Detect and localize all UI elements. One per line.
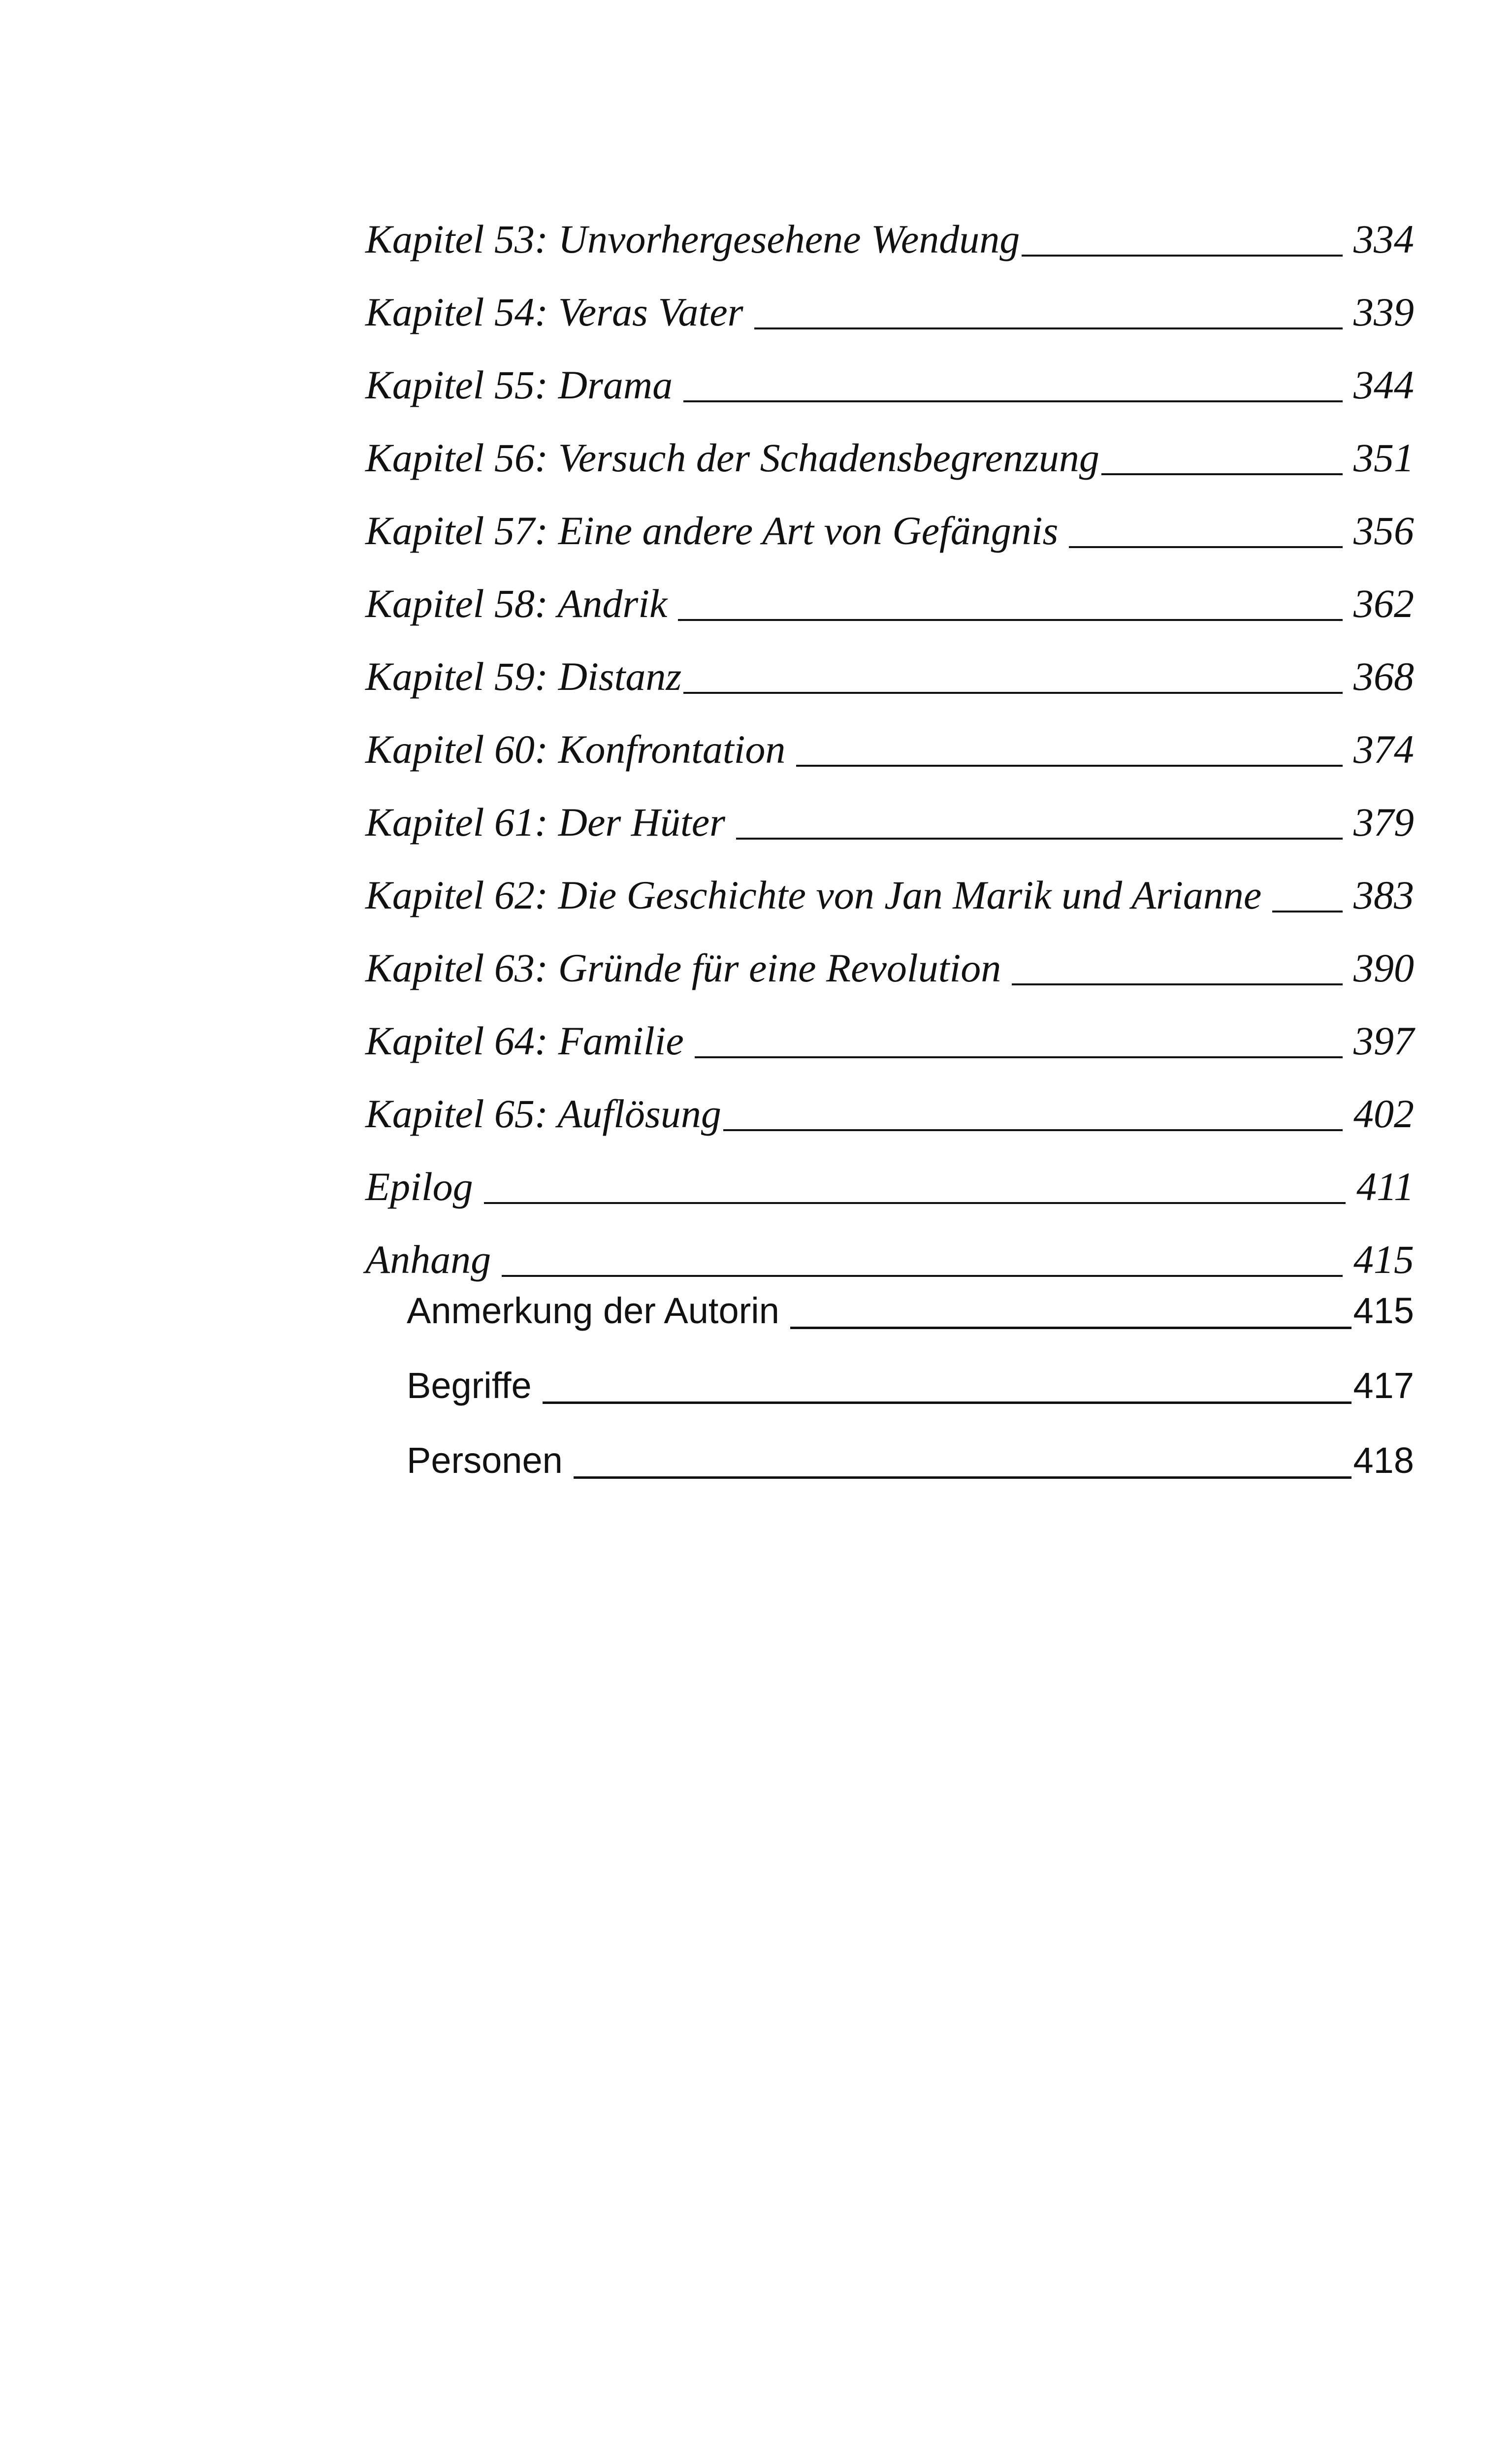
toc-entry-title: Kapitel 56: Versuch der Schadensbegrenzung bbox=[365, 435, 1099, 480]
toc-entry-title: Kapitel 55: Drama bbox=[365, 362, 673, 407]
toc-subentry bbox=[407, 1407, 1414, 1482]
toc-subentry-title: Personen bbox=[407, 1440, 563, 1481]
toc-leader-line bbox=[683, 400, 1343, 402]
toc-entry-title: Kapitel 64: Familie bbox=[365, 1018, 684, 1063]
table-of-contents bbox=[365, 190, 1414, 1482]
toc-entry-title: Kapitel 54: Veras Vater bbox=[365, 290, 743, 334]
toc-entry-page: 415 bbox=[1353, 1237, 1414, 1282]
toc-entry bbox=[365, 846, 1414, 918]
toc-entry-page: 334 bbox=[1353, 217, 1414, 261]
toc-entry-title: Kapitel 57: Eine andere Art von Gefängnis bbox=[365, 508, 1059, 553]
toc-entry-title: Kapitel 65: Auflösung bbox=[365, 1091, 721, 1136]
toc-leader-line bbox=[683, 692, 1343, 694]
toc-entry-title: Kapitel 59: Distanz bbox=[365, 654, 682, 699]
toc-entry bbox=[365, 481, 1414, 554]
toc-leader-line bbox=[754, 327, 1343, 329]
toc-entry bbox=[365, 627, 1414, 700]
toc-entry-page: 379 bbox=[1353, 800, 1414, 845]
toc-entry bbox=[365, 190, 1414, 262]
toc-leader-line bbox=[543, 1401, 1351, 1404]
toc-entry bbox=[365, 1064, 1414, 1137]
toc-entry-page: 383 bbox=[1353, 873, 1414, 917]
toc-leader-line bbox=[723, 1129, 1343, 1131]
toc-entry-page: 368 bbox=[1353, 654, 1414, 699]
toc-entry-page: 374 bbox=[1353, 727, 1414, 772]
toc-entry bbox=[365, 408, 1414, 481]
toc-entry-page: 397 bbox=[1353, 1018, 1414, 1063]
toc-entry-title: Kapitel 63: Gründe für eine Revolution bbox=[365, 945, 1001, 990]
toc-entry bbox=[365, 918, 1414, 991]
toc-entry-title: Kapitel 61: Der Hüter bbox=[365, 800, 726, 845]
toc-subentry-page: 418 bbox=[1353, 1440, 1414, 1481]
toc-subentry-title: Begriffe bbox=[407, 1365, 532, 1406]
toc-entry-title: Kapitel 60: Konfrontation bbox=[365, 727, 786, 772]
toc-entry-title: Kapitel 58: Andrik bbox=[365, 581, 668, 626]
toc-entry bbox=[365, 700, 1414, 773]
toc-leader-line bbox=[695, 1056, 1343, 1058]
toc-subentry-page: 415 bbox=[1353, 1290, 1414, 1331]
toc-leader-line bbox=[1101, 473, 1343, 475]
toc-entry-page: 362 bbox=[1353, 581, 1414, 626]
toc-leader-line bbox=[1272, 911, 1343, 912]
toc-entry-page: 339 bbox=[1353, 290, 1414, 334]
toc-leader-line bbox=[502, 1275, 1343, 1277]
toc-leader-line bbox=[1022, 255, 1343, 257]
toc-leader-line bbox=[1069, 546, 1343, 548]
toc-leader-line bbox=[484, 1202, 1346, 1204]
toc-leader-line bbox=[736, 838, 1343, 840]
toc-subentry bbox=[407, 1257, 1414, 1332]
toc-entry-page: 356 bbox=[1353, 508, 1414, 553]
toc-subentry-title: Anmerkung der Autorin bbox=[407, 1290, 779, 1331]
toc-entry bbox=[365, 554, 1414, 627]
toc-subentry-page: 417 bbox=[1353, 1365, 1414, 1406]
toc-entry-page: 344 bbox=[1353, 362, 1414, 407]
toc-entry-page: 351 bbox=[1353, 435, 1414, 480]
toc-entry-page: 390 bbox=[1353, 945, 1414, 990]
toc-leader-line bbox=[1012, 983, 1343, 985]
toc-entry bbox=[365, 1137, 1414, 1210]
toc-leader-line bbox=[796, 765, 1343, 767]
toc-entry bbox=[365, 991, 1414, 1064]
toc-entry-title: Anhang bbox=[365, 1237, 491, 1282]
toc-entry bbox=[365, 262, 1414, 335]
toc-subentry bbox=[407, 1332, 1414, 1407]
toc-leader-line bbox=[574, 1476, 1351, 1479]
toc-entry bbox=[365, 773, 1414, 846]
toc-entry-title: Kapitel 62: Die Geschichte von Jan Marik und Arianne bbox=[365, 873, 1262, 917]
toc-entry bbox=[365, 335, 1414, 408]
toc-entry-page: 411 bbox=[1356, 1164, 1414, 1209]
toc-leader-line bbox=[790, 1327, 1351, 1329]
toc-subentries bbox=[365, 1257, 1414, 1482]
toc-entry-page: 402 bbox=[1353, 1091, 1414, 1136]
toc-leader-line bbox=[678, 619, 1343, 621]
toc-entry-title: Epilog bbox=[365, 1164, 473, 1209]
toc-entry-title: Kapitel 53: Unvorhergesehene Wendung bbox=[365, 217, 1020, 261]
